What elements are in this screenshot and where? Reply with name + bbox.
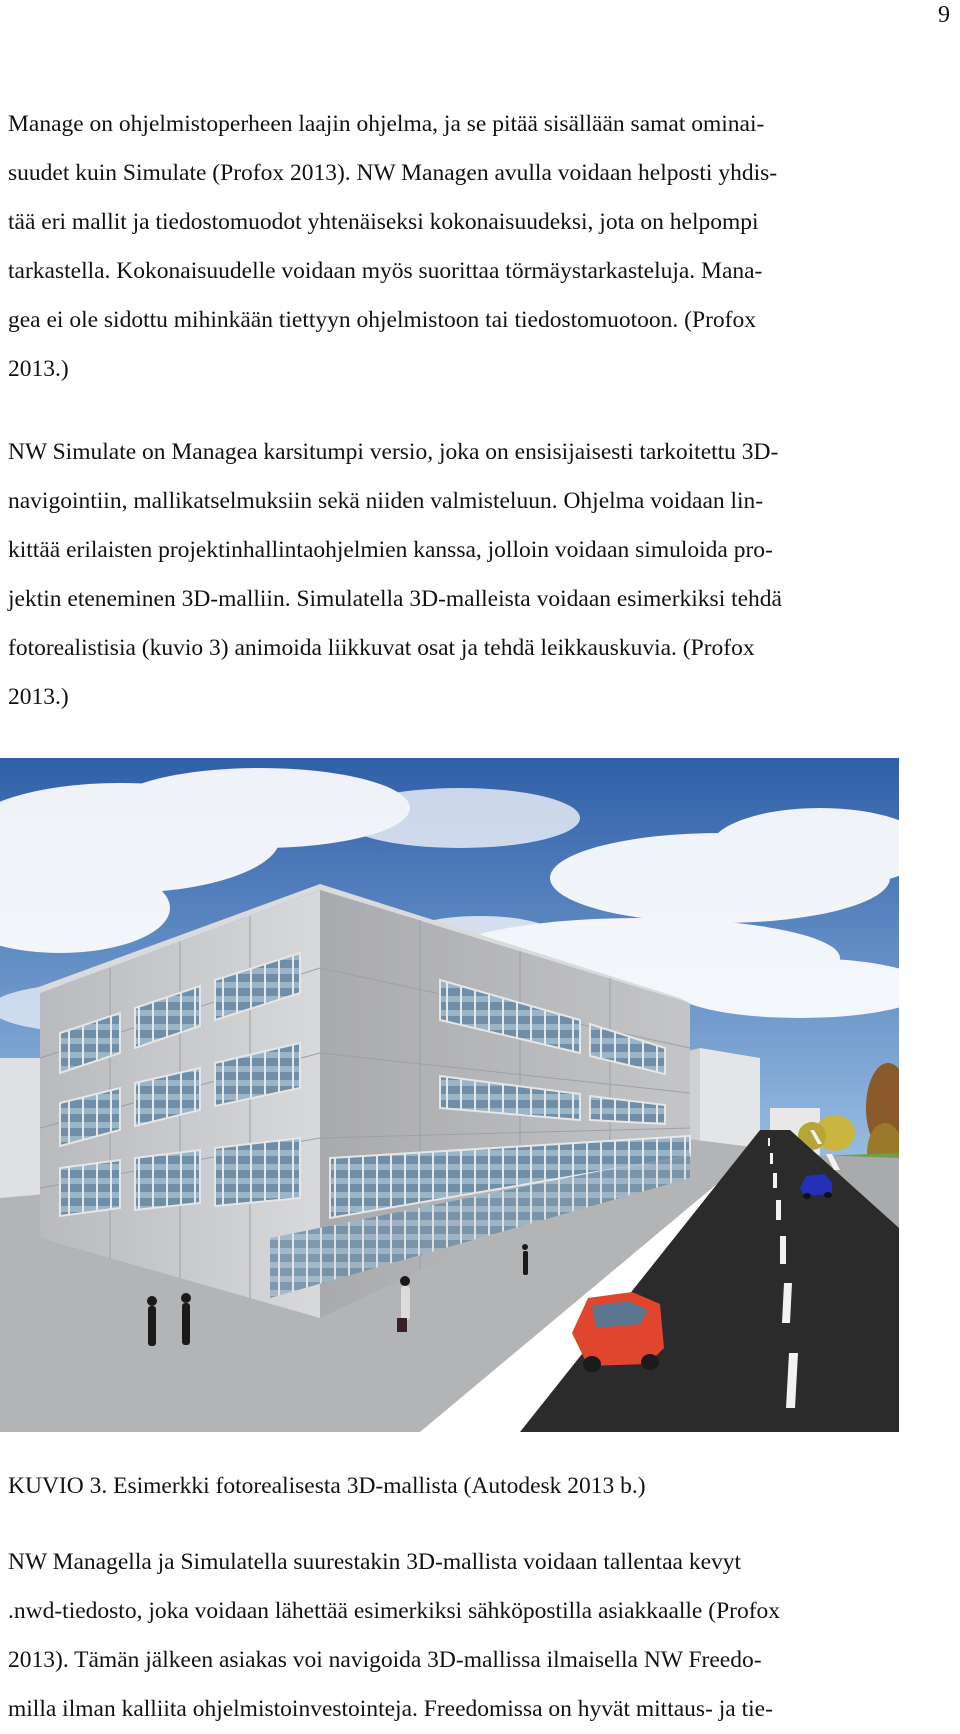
text-line: milla ilman kalliita ohjelmistoinvestointeja. Freedomissa on hyvät mittaus- ja tie- — [8, 1696, 773, 1722]
figure-3d-model-render — [0, 758, 899, 1432]
text-line: 2013.) — [8, 684, 69, 710]
text-line: fotorealistisia (kuvio 3) animoida liikkuvat osat ja tehdä leikkauskuvia. (Profox — [8, 635, 755, 661]
text-line: suudet kuin Simulate (Profox 2013). NW Managen avulla voidaan helposti yhdis- — [8, 160, 778, 186]
figure-caption: KUVIO 3. Esimerkki fotorealisesta 3D-mallista (Autodesk 2013 b.) — [8, 1473, 646, 1499]
text-line: gea ei ole sidottu mihinkään tiettyyn ohjelmistoon tai tiedostomuotoon. (Profox — [8, 307, 756, 333]
text-line: Manage on ohjelmistoperheen laajin ohjelma, ja se pitää sisällään samat ominai- — [8, 111, 765, 137]
text-line: 2013). Tämän jälkeen asiakas voi navigoida 3D-mallissa ilmaisella NW Freedo- — [8, 1647, 762, 1673]
text-line: kittää erilaisten projektinhallintaohjelmien kanssa, jolloin voidaan simuloida pro- — [8, 537, 773, 563]
text-line: navigointiin, mallikatselmuksiin sekä niiden valmisteluun. Ohjelma voidaan lin- — [8, 488, 764, 514]
text-line: 2013.) — [8, 356, 69, 382]
car-red — [572, 1292, 664, 1372]
text-line: NW Managella ja Simulatella suurestakin 3D-mallista voidaan tallentaa kevyt — [8, 1549, 742, 1575]
render-illustration — [0, 758, 899, 1432]
paragraph-manage — [8, 100, 948, 394]
page-number: 9 — [938, 2, 950, 28]
paragraph-nwd-file — [8, 1538, 948, 1734]
paragraph-simulate — [8, 428, 948, 722]
text-line: jektin eteneminen 3D-malliin. Simulatella 3D-malleista voidaan esimerkiksi tehdä — [8, 586, 782, 612]
text-line: tarkastella. Kokonaisuudelle voidaan myös suorittaa törmäystarkasteluja. Mana- — [8, 258, 763, 284]
text-line: tää eri mallit ja tiedostomuodot yhtenäiseksi kokonaisuudeksi, jota on helpompi — [8, 209, 759, 235]
text-line: .nwd-tiedosto, joka voidaan lähettää esimerkiksi sähköpostilla asiakkaalle (Profox — [8, 1598, 781, 1624]
text-line: NW Simulate on Managea karsitumpi versio, joka on ensisijaisesti tarkoitettu 3D- — [8, 439, 779, 465]
